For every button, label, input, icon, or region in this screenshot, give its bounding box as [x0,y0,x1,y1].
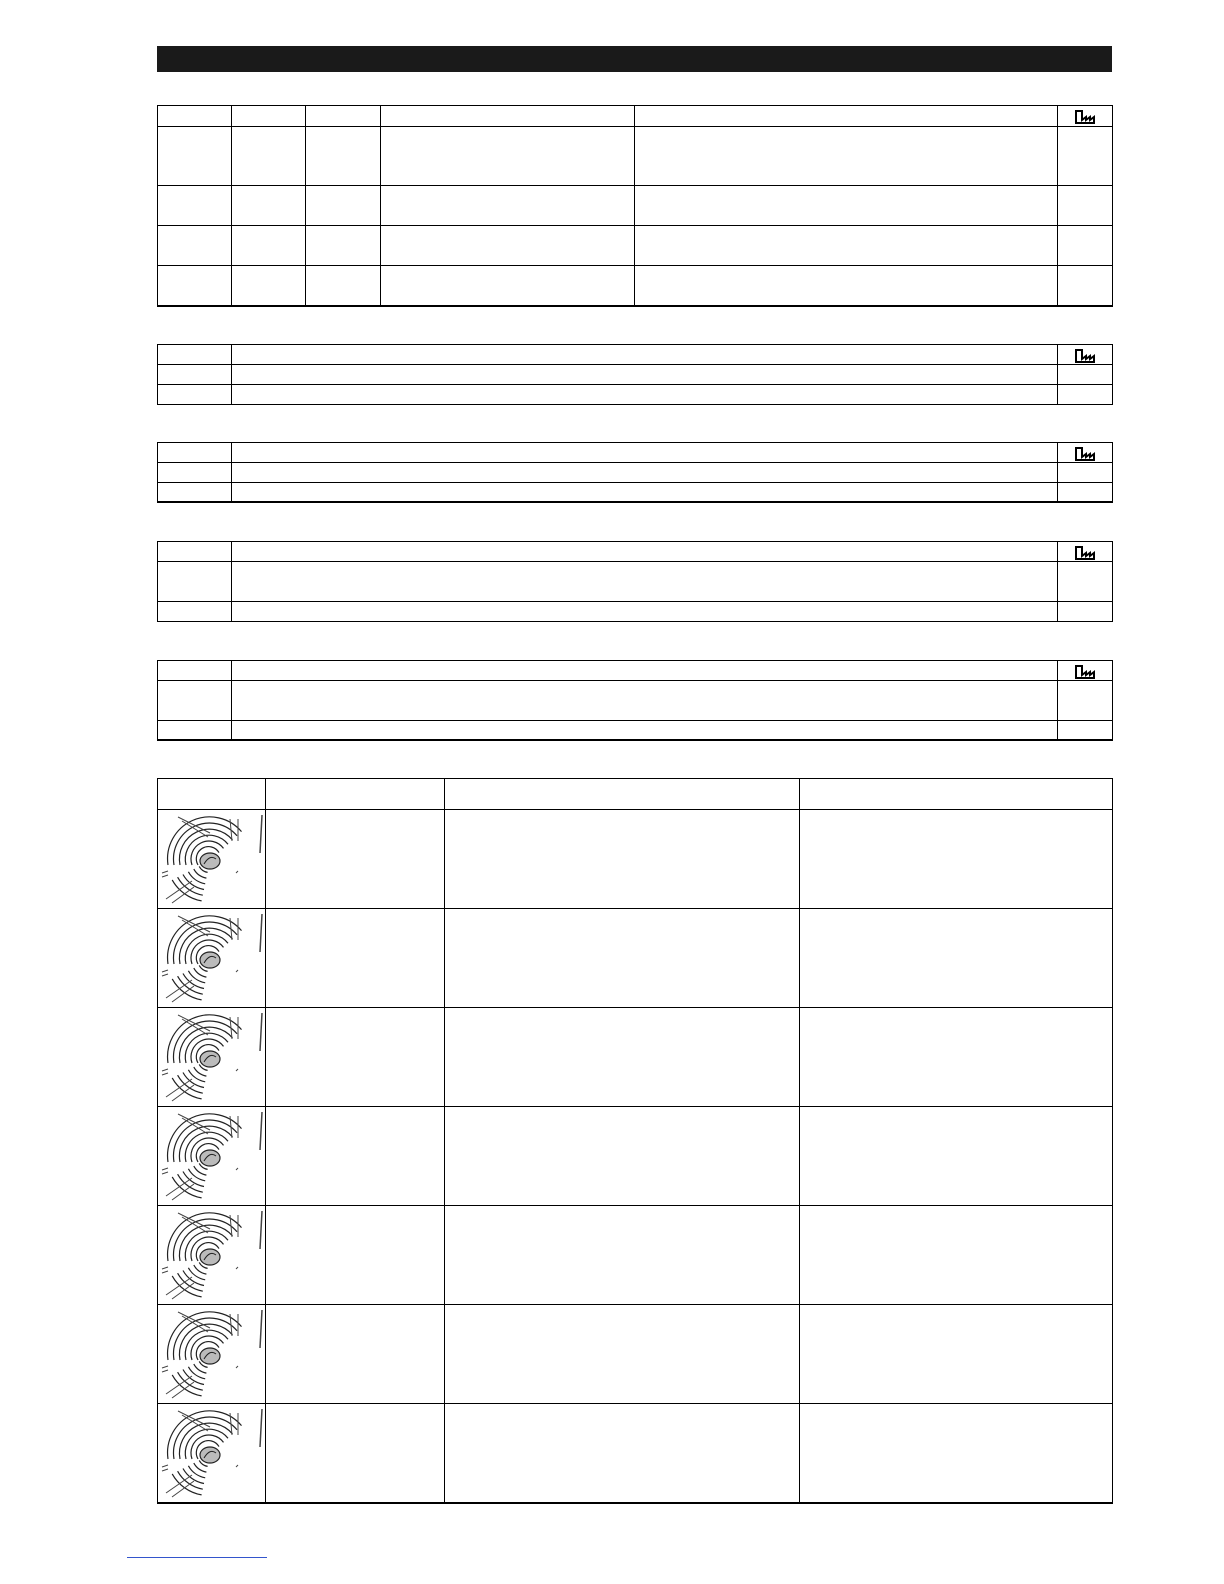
table-cell [445,1305,800,1404]
scan-pattern-image [158,811,264,907]
table-cell [266,1107,445,1206]
image-cell [158,1305,266,1404]
table-cell [445,1008,800,1107]
scan-pattern-image [158,1405,264,1501]
table-cell [445,1206,800,1305]
factory-icon [1075,665,1095,679]
table-row [158,1404,1113,1503]
factory-icon [1075,546,1095,560]
table-row [158,681,1113,721]
table-cell [800,1404,1113,1503]
parameter-table-4 [157,541,1113,622]
image-cell [158,1107,266,1206]
table-row [158,385,1113,405]
table-cell [381,106,635,127]
table-header-row [158,542,1113,562]
footer-link-underline [127,1557,267,1558]
scan-pattern-image [158,1306,264,1402]
image-cell [158,1206,266,1305]
table-row [158,721,1113,740]
table-row [158,602,1113,622]
table-row [158,562,1113,602]
scan-pattern-image [158,1009,264,1105]
scan-pattern-image [158,1207,264,1303]
table-row [158,1008,1113,1107]
image-cell [158,909,266,1008]
table-row [158,127,1113,186]
parameter-table-1 [157,105,1113,307]
factory-cell [1058,661,1113,681]
factory-cell [1058,542,1113,562]
table-header-row [158,345,1113,365]
table-cell [158,106,232,127]
table-cell [445,1404,800,1503]
factory-cell [1058,443,1113,463]
parameter-table-2 [157,344,1113,405]
scan-pattern-image [158,1108,264,1204]
table-row [158,1305,1113,1404]
table-cell [266,1008,445,1107]
factory-icon [1075,110,1095,124]
table-row [158,365,1113,385]
table-cell [800,909,1113,1008]
table-row [158,1107,1113,1206]
table-cell [306,106,381,127]
table-cell [800,1008,1113,1107]
table-header-row [158,106,1113,127]
table-cell [266,810,445,909]
table-header-row [158,443,1113,463]
table-row [158,463,1113,483]
header-banner [157,46,1112,72]
table-cell [266,909,445,1008]
table-cell [800,1107,1113,1206]
table-cell [266,1404,445,1503]
table-row [158,810,1113,909]
table-cell [800,810,1113,909]
table-cell [266,1305,445,1404]
factory-cell [1058,345,1113,365]
image-cell [158,1404,266,1503]
table-cell [800,1305,1113,1404]
table-row [158,186,1113,226]
table-row [158,266,1113,306]
table-header-row [158,779,1113,810]
table-header-row [158,661,1113,681]
factory-icon [1075,349,1095,363]
table-cell [635,106,1058,127]
table-row [158,909,1113,1008]
table-cell [445,1107,800,1206]
table-row [158,483,1113,502]
parameter-table-5 [157,660,1113,741]
scan-pattern-image [158,910,264,1006]
table-row [158,1206,1113,1305]
parameter-table-3 [157,442,1113,503]
table-cell [232,106,306,127]
table-row [158,226,1113,266]
table-cell [800,1206,1113,1305]
factory-icon [1075,447,1095,461]
table-cell [445,810,800,909]
factory-cell [1058,106,1113,127]
image-cell [158,810,266,909]
scan-pattern-table [157,778,1113,1504]
table-cell [266,1206,445,1305]
table-cell [445,909,800,1008]
image-cell [158,1008,266,1107]
